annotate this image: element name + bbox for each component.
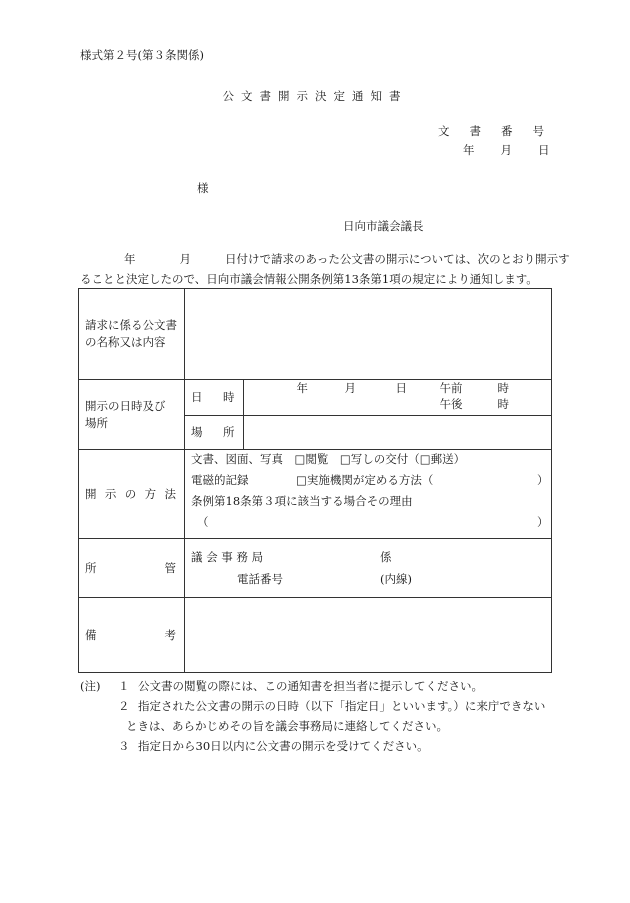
place-sublabel bbox=[185, 415, 243, 449]
label-char: 示 bbox=[104, 486, 117, 501]
document-date bbox=[463, 145, 550, 157]
label-char: 備 bbox=[85, 627, 97, 642]
issuer-name: 日向市議会議長 bbox=[343, 219, 424, 233]
table-row bbox=[185, 415, 551, 449]
note-number: １ bbox=[118, 679, 130, 693]
datetime-field[interactable] bbox=[243, 380, 551, 415]
sublabel-char: 日 bbox=[191, 389, 203, 404]
dt-year: 年 bbox=[296, 381, 308, 395]
table-row bbox=[79, 450, 552, 539]
note-1: 公文書の閲覧の際には、この通知書を担当者に提示してください。 bbox=[138, 679, 483, 693]
body-line-2: ることと決定したので、日向市議会情報公開条例第13条第1項の規定により通知します。 bbox=[80, 272, 538, 286]
hour-label: 時 bbox=[497, 397, 509, 411]
note-2-line-2: ときは、あらかじめその旨を議会事務局に連絡してください。 bbox=[126, 719, 448, 733]
disclosure-method-field[interactable] bbox=[185, 450, 552, 539]
sublabel-char: 所 bbox=[223, 424, 235, 439]
note-3: 指定日から30日以内に公文書の開示を受けてください。 bbox=[138, 739, 429, 753]
datetime-place-cell bbox=[185, 380, 552, 450]
dt-month: 月 bbox=[344, 381, 356, 395]
label-char: 考 bbox=[164, 627, 176, 642]
remarks-field[interactable] bbox=[185, 598, 552, 673]
dt-day: 日 bbox=[395, 381, 407, 395]
table-row bbox=[79, 598, 552, 673]
table-row bbox=[79, 289, 552, 380]
phone-label: 電話番号 bbox=[237, 572, 283, 586]
label-line: の名称又は内容 bbox=[85, 335, 166, 349]
label-line: 場所 bbox=[85, 415, 108, 430]
label-line: 請求に係る公文書 bbox=[85, 318, 177, 333]
department-field[interactable] bbox=[185, 539, 552, 598]
method-line-2-label: 電磁的記録 bbox=[191, 473, 249, 487]
pm-label: 午後 bbox=[439, 397, 463, 411]
paren-open: （ bbox=[197, 515, 209, 529]
doc-number-char: 文 bbox=[438, 124, 450, 138]
note-2-line-1: 指定された公文書の開示の日時（以下「指定日」といいます。）に来庁できない bbox=[138, 699, 546, 713]
date-month: 月 bbox=[500, 143, 512, 157]
label-char: 方 bbox=[144, 486, 157, 501]
datetime-place-label bbox=[79, 380, 185, 450]
table-row bbox=[79, 539, 552, 598]
document-number-label bbox=[438, 126, 544, 138]
datetime-place-subtable bbox=[185, 380, 551, 449]
body-line-1-text: 日付けで請求のあった公文書の開示については、次のとおり開示す bbox=[225, 252, 570, 266]
label-char: 開 bbox=[85, 486, 97, 501]
method-line-3: 条例第18条第３項に該当する場合その理由 bbox=[191, 494, 413, 508]
office-name: 議 会 事 務 局 bbox=[191, 550, 264, 564]
paren-close: ） bbox=[537, 473, 549, 487]
decision-table bbox=[78, 288, 552, 673]
extension-label: (内線) bbox=[380, 572, 412, 586]
form-number: 様式第２号(第３条関係) bbox=[80, 48, 204, 62]
method-line-2-option: □実施機関が定める方法（ bbox=[296, 473, 434, 487]
department-label bbox=[79, 539, 185, 598]
requested-document-field[interactable] bbox=[185, 289, 552, 380]
doc-number-char: 号 bbox=[532, 124, 544, 138]
sublabel-char: 時 bbox=[223, 389, 235, 404]
addressee-suffix: 様 bbox=[197, 181, 209, 195]
note-number: ３ bbox=[118, 739, 130, 753]
hour-label: 時 bbox=[497, 381, 509, 395]
label-line: 開示の日時及び bbox=[85, 398, 166, 413]
document-title: 公文書開示決定通知書 bbox=[222, 89, 408, 103]
datetime-sublabel bbox=[185, 380, 243, 415]
label-char: 法 bbox=[164, 486, 176, 501]
doc-number-char: 番 bbox=[501, 124, 513, 138]
date-year: 年 bbox=[463, 143, 475, 157]
body-month: 月 bbox=[179, 252, 191, 266]
body-year: 年 bbox=[124, 252, 136, 266]
note-number: ２ bbox=[118, 699, 130, 713]
notes-prefix: (注) bbox=[80, 679, 101, 693]
label-char: の bbox=[124, 486, 137, 501]
method-line-1: 文書、図面、写真 □閲覧 □写しの交付（□郵送） bbox=[191, 452, 466, 466]
am-label: 午前 bbox=[439, 381, 463, 395]
paren-close: ） bbox=[537, 515, 549, 529]
disclosure-method-label bbox=[79, 450, 185, 539]
requested-document-label bbox=[79, 289, 185, 380]
place-field[interactable] bbox=[243, 415, 551, 449]
label-char: 所 bbox=[85, 560, 97, 575]
remarks-label bbox=[79, 598, 185, 673]
date-day: 日 bbox=[538, 143, 550, 157]
sublabel-char: 場 bbox=[191, 424, 203, 439]
body-line-1 bbox=[80, 254, 570, 266]
table-row bbox=[79, 380, 552, 450]
doc-number-char: 書 bbox=[469, 124, 481, 138]
section-label: 係 bbox=[380, 550, 392, 564]
label-char: 管 bbox=[164, 560, 176, 575]
table-row bbox=[185, 380, 551, 415]
